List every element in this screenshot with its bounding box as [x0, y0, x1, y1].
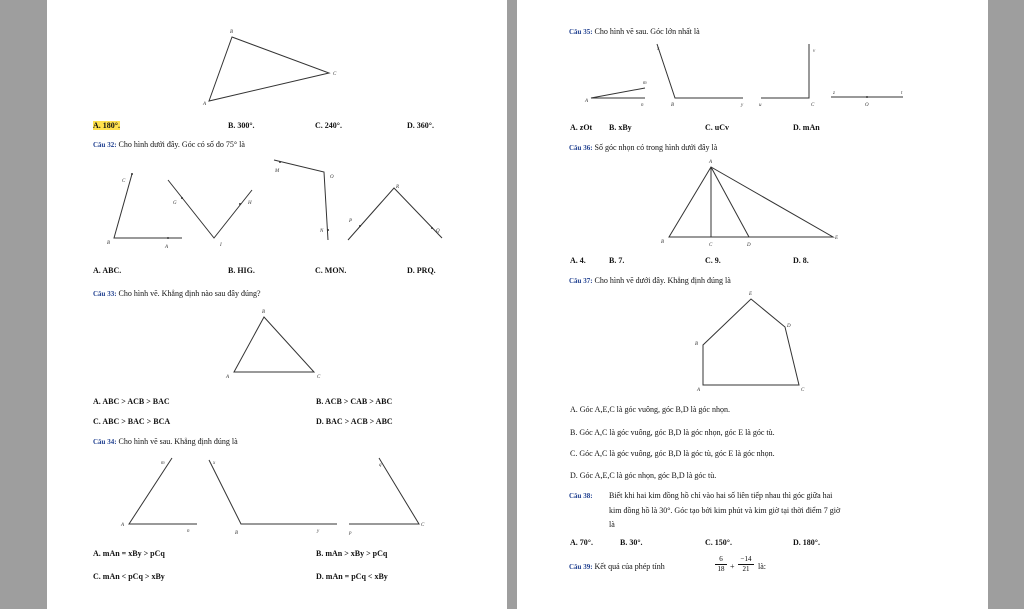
q33-triangle [234, 317, 314, 372]
q39-fraction-2 [738, 555, 754, 574]
q32-label-c: C [122, 179, 126, 184]
q34-label-p: p [349, 531, 352, 536]
q37-label-e: E [749, 292, 753, 297]
q34-label-y: y [317, 529, 320, 534]
q35-option-c[interactable]: C. uCv [705, 123, 730, 132]
q35-label-y: y [741, 103, 744, 108]
q35-label-o: O [865, 103, 869, 108]
q32-label-o: O [330, 175, 334, 180]
q34-option-d[interactable]: D. mAn = pCq < xBy [316, 572, 388, 581]
q37-label-d: D [787, 324, 791, 329]
q37-pentagon [703, 299, 799, 385]
q35-angle-ucv [761, 44, 809, 98]
q32-label-h: H [248, 201, 252, 206]
q31-figure [197, 25, 347, 115]
q31-option-b[interactable]: B. 300°. [228, 121, 255, 130]
q35-option-a[interactable]: A. zOt [570, 123, 593, 132]
q33-label-b: B [262, 310, 266, 315]
q35-angle-man [591, 88, 645, 98]
q39-number: Câu 39: [569, 563, 593, 571]
q38-number: Câu 38: [569, 492, 593, 500]
q39-frac1-num: 6 [715, 555, 727, 565]
q36-label-c: C [709, 243, 713, 248]
q35-label-t: t [901, 91, 903, 96]
q36-text: Số góc nhọn có trong hình dưới đây là [594, 143, 718, 152]
q32-option-b[interactable]: B. HIG. [228, 266, 255, 275]
q36-option-b[interactable]: B. 7. [609, 256, 625, 265]
q36-figure [657, 155, 847, 250]
q34-label-c: C [421, 523, 425, 528]
q33-option-c[interactable]: C. ABC > BAC > BCA [93, 417, 171, 426]
q36-question [569, 143, 717, 153]
q34-label-m: m [161, 461, 165, 466]
q35-label-c: C [811, 103, 815, 108]
q32-number: Câu 32: [93, 141, 117, 149]
q38-text-line-3: là [609, 520, 615, 529]
q33-label-a: A [226, 375, 230, 380]
q39-frac2-num: −14 [738, 555, 754, 565]
q33-option-b[interactable]: B. ACB > CAB > ABC [316, 397, 393, 406]
q39-question [569, 562, 665, 572]
q35-label-z: z [833, 91, 835, 96]
q36-label-d: D [747, 243, 751, 248]
q39-plus: + [730, 562, 735, 571]
q31-triangle [209, 37, 329, 101]
q35-text: Cho hình vẽ sau. Góc lớn nhất là [594, 27, 700, 36]
right-gutter [988, 0, 1024, 609]
q35-label-m: m [643, 81, 647, 86]
q38-number-row [569, 491, 593, 501]
q33-question [93, 289, 261, 299]
q33-figure [222, 305, 332, 385]
q39-tail: là: [758, 562, 766, 571]
q32-angle-hig [168, 180, 252, 238]
q33-option-a[interactable]: A. ABC > ACB > BAC [93, 397, 170, 406]
q38-option-b[interactable]: B. 30°. [620, 538, 643, 547]
q32-label-p: P [349, 219, 353, 224]
q34-number: Câu 34: [93, 438, 117, 446]
q38-option-a[interactable]: A. 70°. [570, 538, 593, 547]
q34-figure [117, 452, 427, 537]
q35-angle-xby [657, 44, 743, 98]
q37-label-c: C [801, 388, 805, 393]
q36-label-e: E [835, 236, 839, 241]
q32-label-m: M [275, 169, 280, 174]
q33-text: Cho hình vẽ. Khẳng định nào sau đây đúng? [118, 289, 261, 298]
q32-text: Cho hình dưới đây. Góc có số đo 75° là [118, 140, 245, 149]
q37-label-a: A [697, 388, 701, 393]
q37-figure [689, 287, 819, 397]
q38-option-c[interactable]: C. 150°. [705, 538, 732, 547]
q37-option-a[interactable]: A. Góc A,E,C là góc vuông, góc B,D là góc nhọn. [570, 405, 730, 414]
q36-option-c[interactable]: C. 9. [705, 256, 721, 265]
q37-text: Cho hình vẽ dưới đây. Khẳng định đúng là [594, 276, 731, 285]
q33-option-d[interactable]: D. BAC > ACB > ABC [316, 417, 393, 426]
q31-label-a: A [203, 102, 207, 107]
center-gutter [507, 0, 517, 609]
q35-option-d[interactable]: D. mAn [793, 123, 820, 132]
q36-label-a: A [709, 160, 713, 165]
q34-angle-pcq [349, 458, 419, 524]
left-page[interactable] [47, 0, 507, 609]
q35-label-v: v [813, 49, 816, 54]
q32-label-r: R [396, 185, 400, 190]
left-gutter [0, 0, 47, 609]
q37-option-d[interactable]: D. Góc A,E,C là góc nhọn, góc B,D là góc tù. [570, 471, 717, 480]
q35-label-b: B [671, 103, 675, 108]
q33-number: Câu 33: [93, 290, 117, 298]
q34-angle-xby [209, 460, 337, 524]
q34-label-x: x [213, 461, 216, 466]
q39-frac1-den: 18 [717, 565, 725, 573]
q32-label-a: A [165, 245, 169, 250]
q35-label-a: A [585, 99, 589, 104]
q31-option-a[interactable] [93, 121, 120, 131]
right-page[interactable] [517, 0, 988, 609]
q32-label-q: Q [436, 229, 440, 234]
q36-label-b: B [661, 240, 665, 245]
q31-label-c: C [333, 72, 337, 77]
q31-option-a-text: A. 180°. [93, 121, 120, 130]
q35-figure [583, 40, 913, 112]
q36-number: Câu 36: [569, 144, 593, 152]
q38-text-line-2: kim đồng hồ là 30°. Góc tạo bởi kim phút và kim giờ tại thời điểm 7 giờ [609, 506, 841, 515]
q34-option-b[interactable]: B. mAn > xBy > pCq [316, 549, 388, 558]
q32-angle-mon [274, 160, 328, 240]
q32-option-a[interactable]: A. ABC. [93, 266, 122, 275]
q35-label-x: x [657, 47, 660, 52]
q34-option-c[interactable]: C. mAn < pCq > xBy [93, 572, 165, 581]
q32-label-g: G [173, 201, 177, 206]
q34-text: Cho hình vẽ sau. Khẳng định đúng là [118, 437, 238, 446]
q35-label-n: n [641, 103, 644, 108]
q35-label-u: u [759, 103, 762, 108]
q35-number: Câu 35: [569, 28, 593, 36]
q32-option-d[interactable]: D. PRQ. [407, 266, 436, 275]
q32-label-b: B [107, 241, 111, 246]
q32-label-n: N [320, 229, 324, 234]
q31-label-b: B [230, 30, 234, 35]
q32-figure [102, 160, 452, 255]
q37-question [569, 276, 731, 286]
q32-label-i: I [220, 243, 222, 248]
q34-label-b: B [235, 531, 239, 536]
q34-label-a: A [121, 523, 125, 528]
q31-option-d[interactable]: D. 360°. [407, 121, 434, 130]
q35-question [569, 27, 700, 37]
q34-label-q: q [379, 463, 382, 468]
q32-angle-prq [348, 188, 442, 240]
q34-option-a[interactable]: A. mAn = xBy > pCq [93, 549, 165, 558]
q37-option-c[interactable]: C. Góc A,C là góc vuông, góc B,D là góc tù, góc E là góc nhọn. [570, 449, 775, 458]
q32-question [93, 140, 245, 150]
q34-angle-man [129, 458, 197, 524]
q37-option-b[interactable]: B. Góc A,C là góc vuông, góc B,D là góc nhọn, góc E là góc tù. [570, 428, 775, 437]
q33-label-c: C [317, 375, 321, 380]
q39-frac2-den: 21 [742, 565, 750, 573]
q34-label-n: n [187, 529, 190, 534]
q36-triangle [669, 167, 833, 237]
q39-fraction-1 [715, 555, 727, 574]
q35-option-b[interactable]: B. xBy [609, 123, 632, 132]
q39-text: Kết quả của phép tính [594, 562, 665, 571]
q37-number: Câu 37: [569, 277, 593, 285]
q38-option-d[interactable]: D. 180°. [793, 538, 820, 547]
q32-option-c[interactable]: C. MON. [315, 266, 347, 275]
q38-text-line-1: Biết khi hai kim đồng hồ chỉ vào hai số liên tiếp nhau thì góc giữa hai [609, 491, 833, 500]
q36-option-d[interactable]: D. 8. [793, 256, 809, 265]
q36-option-a[interactable]: A. 4. [570, 256, 586, 265]
q34-question [93, 437, 238, 447]
q37-label-b: B [695, 342, 699, 347]
q31-option-c[interactable]: C. 240°. [315, 121, 342, 130]
